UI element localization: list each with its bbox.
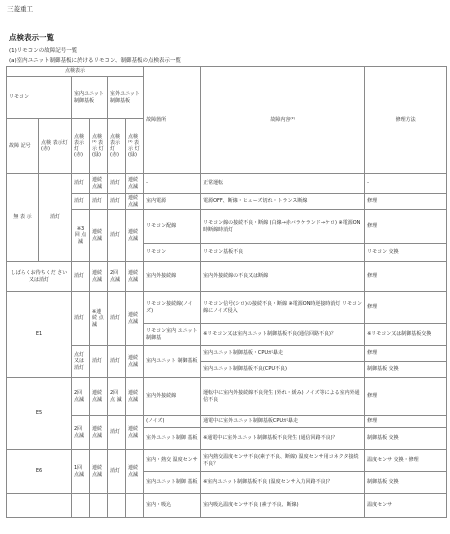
outdoor-red: 消灯 <box>108 416 126 450</box>
company-header: 三菱重工 <box>7 5 33 13</box>
failure-detail: 室内吸込温度センサ不良 (素子不良、断線) <box>201 494 365 518</box>
failure-place: リモコン接続線(ノイズ) <box>144 292 201 324</box>
indoor-green: 連続 点滅 <box>90 378 108 416</box>
repair-method: 修理 <box>365 262 447 292</box>
repair-method: 制御基板 交換 <box>365 428 447 450</box>
header-indoor-board: 室内ユニット 制御基板 <box>72 77 108 119</box>
outdoor-red: 消灯 <box>108 194 126 210</box>
failure-place: 室内・熱交 温度センサ <box>144 450 201 472</box>
indoor-green: 連続 点滅 <box>90 416 108 450</box>
repair-method: - <box>365 174 447 194</box>
outdoor-green: 連続 点滅 <box>126 346 144 378</box>
failure-detail: ※室内ユニット制御基板不良 (温度センサ入力回路不良)？ <box>201 472 365 494</box>
fault-code: E6 <box>7 450 72 494</box>
indoor-red: 2回 点滅 <box>72 378 90 416</box>
repair-method: 制御基板 交換 <box>365 472 447 494</box>
failure-place: リモコン配線 <box>144 210 201 244</box>
indoor-green: 消灯 <box>90 346 108 378</box>
repair-method: 修理 <box>365 346 447 362</box>
outdoor-green: 連続 点滅 <box>126 378 144 416</box>
header-failure-detail: 故障内容⁽²⁾ <box>201 67 365 174</box>
outdoor-red: 消灯 <box>108 450 126 494</box>
failure-place: - <box>144 174 201 194</box>
repair-method: 修理 <box>365 378 447 416</box>
header-indoor-green: 点検⁽¹⁾ 表示 灯 (緑) <box>90 119 108 174</box>
header-repair: 修理方法 <box>365 67 447 174</box>
failure-detail: 通電中に室外ユニット制御基板CPUが暴走 <box>201 416 365 428</box>
indoor-green: 連続 点滅 <box>90 262 108 292</box>
indoor-red: 消灯 <box>72 292 90 346</box>
outdoor-green: 連続 点滅 <box>126 262 144 292</box>
outdoor-green: 連続 点滅 <box>126 194 144 210</box>
outdoor-green: 連続 点滅 <box>126 174 144 194</box>
failure-place: 室内外接続線 <box>144 262 201 292</box>
outdoor-green: 連続 点滅 <box>126 450 144 494</box>
failure-detail: ※リモコン又は室内ユニット制御基板不良(通信回路不良)？ <box>201 324 365 346</box>
repair-method: 制御基板 交換 <box>365 362 447 378</box>
repair-method: 修理 <box>365 210 447 244</box>
indoor-red: 消灯 <box>72 262 90 292</box>
failure-place: 室内・吸込 <box>144 494 201 518</box>
outdoor-red: 消灯 <box>108 292 126 346</box>
remocon-lamp: 消灯 <box>39 174 72 262</box>
header-remocon-lamp: 点検 表示灯 (赤) <box>39 119 72 174</box>
failure-detail: リモコン線の接続不良・断線 (白線→赤バラケランド→ケロ) ※電源ON時断線時消灯 <box>201 210 365 244</box>
repair-method: 修理 <box>365 292 447 324</box>
section-subtitle: (1)リモコンの故障記号一覧 <box>9 48 78 54</box>
indoor-green: 消灯 <box>90 194 108 210</box>
failure-place: 室内ユニット 制御基板 <box>144 346 201 378</box>
inspection-table <box>6 66 447 518</box>
outdoor-red: 消灯 <box>108 210 126 262</box>
indoor-red: 2回 点滅 <box>72 416 90 450</box>
header-outdoor-green: 点検⁽¹⁾ 表示 灯 (緑) <box>126 119 144 174</box>
failure-place: 室内電源 <box>144 194 201 210</box>
outdoor-red: 消灯 <box>108 346 126 378</box>
outdoor-red: 2回 点滅 <box>108 262 126 292</box>
indoor-green: 連続 点滅 <box>90 450 108 494</box>
repair-method: 修理 <box>365 194 447 210</box>
failure-place: (ノイズ) <box>144 416 201 428</box>
header-failure-place: 故障箇所 <box>144 67 201 174</box>
table-caption: (a)室内ユニット制御基板に於けるリモコン、制御基板の点検表示一覧 <box>9 58 182 64</box>
outdoor-green: 連続 点滅 <box>126 292 144 346</box>
repair-method: ※リモコン又は制御基板交換 <box>365 324 447 346</box>
indoor-green: ※連続 点滅 <box>90 292 108 346</box>
failure-detail: 電源OFF、断線・ヒューズ切れ・トランス断線 <box>201 194 365 210</box>
failure-place: 室内ユニット制御 基板 <box>144 472 201 494</box>
outdoor-red: 2回点 滅 <box>108 378 126 416</box>
failure-detail: 室内ユニット制御基板不良(CPU不良) <box>201 362 365 378</box>
indoor-red: 消灯 <box>72 194 90 210</box>
repair-method: 修理 <box>365 416 447 428</box>
indoor-red-note: ※3 回 点滅 <box>72 210 90 262</box>
indoor-red: 1回 点滅 <box>72 450 90 494</box>
header-outdoor-red: 点検 表示 灯 (赤) <box>108 119 126 174</box>
repair-method: 温度センサ 交換・修理 <box>365 450 447 472</box>
fault-code: E1 <box>7 292 72 378</box>
header-code: 故障 記号 <box>7 119 39 174</box>
failure-detail: 室内ユニット制御基板・CPUが暴走 <box>201 346 365 362</box>
header-indoor-red: 点検 表示 灯 (赤) <box>72 119 90 174</box>
indoor-green: 連続 点滅 <box>90 174 108 194</box>
failure-detail: 室内外接続線の不良又は断線 <box>201 262 365 292</box>
failure-detail: リモコン基板不良 <box>201 244 365 262</box>
indoor-green: 連続 点滅 <box>90 210 108 262</box>
header-check-display: 点検表示 <box>7 67 144 77</box>
outdoor-green: 連続 点滅 <box>126 210 144 262</box>
outdoor-green: 連続 点滅 <box>126 416 144 450</box>
outdoor-red: 消灯 <box>108 174 126 194</box>
failure-place: 室外ユニット制御 基板 <box>144 428 201 450</box>
failure-detail: 正常運転 <box>201 174 365 194</box>
failure-place: リモコン <box>144 244 201 262</box>
indoor-red: 消灯 <box>72 174 90 194</box>
header-remocon: リモコン <box>7 77 72 119</box>
failure-place: 室内外接続線 <box>144 378 201 416</box>
fault-code: しばらくお待ちくだ さい 又は消灯 <box>7 262 72 292</box>
fault-code: E5 <box>7 378 72 450</box>
failure-detail: ※通電中に室外ユニット制御基板不良発生 (通信回路不良)？ <box>201 428 365 450</box>
header-outdoor-board: 室外ユニット 制御基板 <box>108 77 144 119</box>
failure-detail: リモコン信号(シロ)の接続不良・断線 ※電源ON時逆接時消灯 リモコン線にノイズ侵入 <box>201 292 365 324</box>
repair-method: リモコン 交換 <box>365 244 447 262</box>
page-title: 点検表示一覧 <box>9 33 54 42</box>
failure-detail: 運転中に室内外接続線不良発生 (外れ・緩み) ノイズ等による室内外通信不良 <box>201 378 365 416</box>
failure-detail: 室内熱交温度センサ不良(素子不良、断線) 温度センサ用コネクタ接続不良？ <box>201 450 365 472</box>
fault-code: 無 表 示 <box>7 174 39 262</box>
repair-method: 温度センサ <box>365 494 447 518</box>
failure-place: リモコン室内 ユニット制御基 <box>144 324 201 346</box>
indoor-red: 点灯 又は 消灯 <box>72 346 90 378</box>
